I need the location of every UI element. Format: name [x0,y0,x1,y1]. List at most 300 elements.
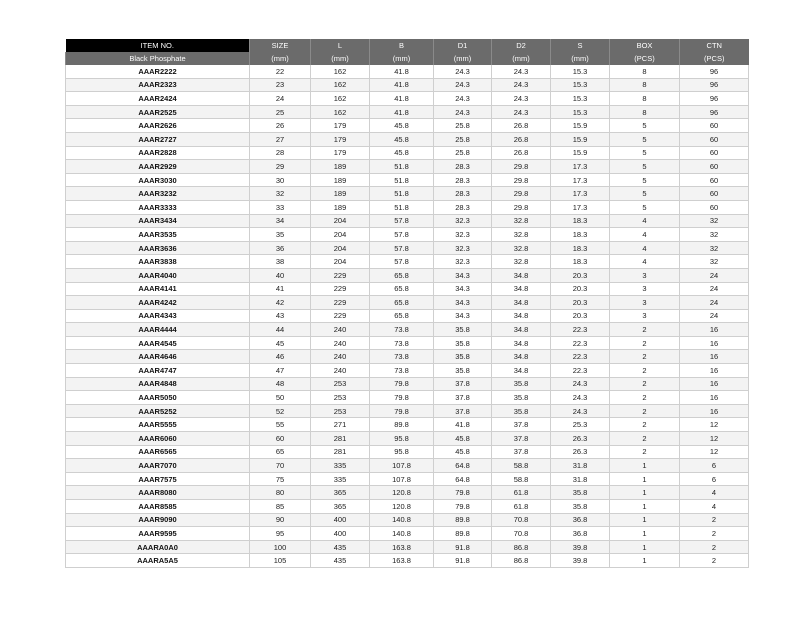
cell-d2: 32.8 [492,241,551,255]
table-header [66,39,749,65]
cell-ctn: 12 [680,445,749,459]
cell-d2: 24.3 [492,78,551,92]
cell-l: 189 [311,200,370,214]
cell-item-no: AAAR2626 [66,119,250,133]
cell-d1: 28.3 [434,160,492,174]
cell-b: 107.8 [370,472,434,486]
cell-size: 65 [250,445,311,459]
table-row [66,200,749,214]
table-row [66,336,749,350]
cell-box: 8 [610,78,680,92]
cell-b: 95.8 [370,445,434,459]
cell-s: 31.8 [551,472,610,486]
cell-s: 18.3 [551,214,610,228]
cell-size: 90 [250,513,311,527]
col-header-box: BOX [610,39,680,52]
unit-l: (mm) [311,52,370,65]
cell-d2: 70.8 [492,527,551,541]
units-row [66,52,749,65]
cell-l: 240 [311,364,370,378]
cell-item-no: AAAR9595 [66,527,250,541]
cell-d2: 34.8 [492,364,551,378]
cell-b: 41.8 [370,92,434,106]
cell-ctn: 60 [680,146,749,160]
cell-item-no: AAARA0A0 [66,540,250,554]
cell-d1: 32.3 [434,228,492,242]
cell-box: 4 [610,228,680,242]
cell-item-no: AAAR3030 [66,173,250,187]
cell-ctn: 60 [680,187,749,201]
cell-b: 65.8 [370,296,434,310]
cell-b: 51.8 [370,200,434,214]
cell-item-no: AAAR3838 [66,255,250,269]
col-header-ctn: CTN [680,39,749,52]
cell-l: 253 [311,377,370,391]
cell-ctn: 96 [680,105,749,119]
cell-b: 57.8 [370,228,434,242]
cell-d2: 58.8 [492,459,551,473]
cell-s: 22.3 [551,336,610,350]
cell-d1: 64.8 [434,472,492,486]
table-row [66,92,749,106]
cell-d1: 79.8 [434,486,492,500]
cell-l: 365 [311,486,370,500]
table-row [66,486,749,500]
cell-d2: 24.3 [492,105,551,119]
cell-l: 204 [311,241,370,255]
table-row [66,323,749,337]
cell-size: 46 [250,350,311,364]
cell-l: 400 [311,527,370,541]
finish-label: Black Phosphate [66,52,250,65]
table-row [66,255,749,269]
table-row [66,296,749,310]
col-header-b: B [370,39,434,52]
cell-item-no: AAAR3535 [66,228,250,242]
cell-l: 400 [311,513,370,527]
cell-s: 20.3 [551,296,610,310]
table-row [66,554,749,568]
cell-d2: 37.8 [492,432,551,446]
cell-ctn: 12 [680,418,749,432]
cell-size: 75 [250,472,311,486]
cell-size: 80 [250,486,311,500]
cell-b: 73.8 [370,323,434,337]
table-row [66,214,749,228]
col-header-s: S [551,39,610,52]
cell-d2: 26.8 [492,119,551,133]
cell-box: 3 [610,296,680,310]
cell-size: 60 [250,432,311,446]
cell-d1: 79.8 [434,500,492,514]
cell-l: 179 [311,119,370,133]
cell-d1: 24.3 [434,92,492,106]
cell-size: 85 [250,500,311,514]
cell-b: 120.8 [370,486,434,500]
cell-b: 51.8 [370,187,434,201]
cell-s: 39.8 [551,554,610,568]
cell-item-no: AAAR7575 [66,472,250,486]
cell-box: 5 [610,146,680,160]
header-row [66,39,749,52]
cell-item-no: AAAR2323 [66,78,250,92]
cell-ctn: 32 [680,241,749,255]
table-row [66,513,749,527]
cell-d1: 28.3 [434,187,492,201]
cell-ctn: 12 [680,432,749,446]
cell-item-no: AAAR9090 [66,513,250,527]
cell-b: 79.8 [370,404,434,418]
cell-box: 1 [610,472,680,486]
table-row [66,228,749,242]
cell-d2: 26.8 [492,146,551,160]
cell-b: 73.8 [370,336,434,350]
cell-l: 204 [311,228,370,242]
cell-d1: 37.8 [434,391,492,405]
cell-item-no: AAAR2525 [66,105,250,119]
table-row [66,173,749,187]
cell-l: 179 [311,146,370,160]
col-header-size: SIZE [250,39,311,52]
cell-item-no: AAAR2424 [66,92,250,106]
cell-s: 15.3 [551,92,610,106]
cell-s: 26.3 [551,445,610,459]
cell-s: 20.3 [551,282,610,296]
cell-b: 41.8 [370,65,434,78]
cell-s: 24.3 [551,377,610,391]
cell-l: 189 [311,160,370,174]
col-header-l: L [311,39,370,52]
cell-d2: 37.8 [492,418,551,432]
cell-item-no: AAARA5A5 [66,554,250,568]
table-row [66,241,749,255]
table-row [66,119,749,133]
cell-b: 73.8 [370,350,434,364]
cell-ctn: 2 [680,540,749,554]
cell-size: 34 [250,214,311,228]
cell-d2: 32.8 [492,255,551,269]
table-row [66,268,749,282]
cell-box: 8 [610,105,680,119]
cell-item-no: AAAR5555 [66,418,250,432]
cell-b: 65.8 [370,309,434,323]
cell-d1: 89.8 [434,513,492,527]
table-row [66,78,749,92]
cell-b: 57.8 [370,214,434,228]
cell-l: 435 [311,554,370,568]
table-row [66,309,749,323]
cell-s: 36.8 [551,527,610,541]
cell-size: 47 [250,364,311,378]
cell-s: 36.8 [551,513,610,527]
cell-s: 20.3 [551,309,610,323]
cell-b: 45.8 [370,146,434,160]
cell-s: 17.3 [551,160,610,174]
cell-d2: 34.8 [492,296,551,310]
cell-box: 8 [610,65,680,78]
cell-size: 38 [250,255,311,269]
col-header-item-no: ITEM NO. [66,39,250,52]
unit-ctn: (PCS) [680,52,749,65]
cell-size: 23 [250,78,311,92]
cell-b: 57.8 [370,255,434,269]
cell-d2: 32.8 [492,228,551,242]
cell-item-no: AAAR2222 [66,65,250,78]
cell-s: 26.3 [551,432,610,446]
cell-size: 36 [250,241,311,255]
cell-size: 43 [250,309,311,323]
cell-size: 42 [250,296,311,310]
cell-box: 1 [610,527,680,541]
cell-l: 253 [311,404,370,418]
cell-d2: 61.8 [492,486,551,500]
table-row [66,404,749,418]
unit-s: (mm) [551,52,610,65]
cell-ctn: 2 [680,554,749,568]
cell-l: 162 [311,105,370,119]
cell-box: 5 [610,173,680,187]
cell-d2: 34.8 [492,282,551,296]
cell-d2: 24.3 [492,65,551,78]
cell-item-no: AAAR8585 [66,500,250,514]
cell-l: 189 [311,187,370,201]
col-header-d1: D1 [434,39,492,52]
cell-box: 5 [610,160,680,174]
cell-d2: 34.8 [492,350,551,364]
cell-l: 189 [311,173,370,187]
cell-d2: 58.8 [492,472,551,486]
cell-box: 1 [610,500,680,514]
cell-d2: 24.3 [492,92,551,106]
cell-box: 2 [610,418,680,432]
cell-size: 32 [250,187,311,201]
table-row [66,364,749,378]
cell-ctn: 24 [680,282,749,296]
cell-size: 44 [250,323,311,337]
cell-size: 41 [250,282,311,296]
cell-d1: 34.3 [434,296,492,310]
cell-d1: 35.8 [434,350,492,364]
cell-size: 33 [250,200,311,214]
cell-l: 204 [311,214,370,228]
cell-s: 15.9 [551,119,610,133]
cell-d2: 29.8 [492,200,551,214]
cell-size: 95 [250,527,311,541]
cell-item-no: AAAR2727 [66,132,250,146]
cell-size: 55 [250,418,311,432]
cell-item-no: AAAR4545 [66,336,250,350]
cell-item-no: AAAR3636 [66,241,250,255]
cell-size: 24 [250,92,311,106]
cell-b: 79.8 [370,391,434,405]
cell-s: 17.3 [551,187,610,201]
cell-item-no: AAAR6060 [66,432,250,446]
cell-item-no: AAAR4747 [66,364,250,378]
cell-l: 229 [311,309,370,323]
cell-size: 70 [250,459,311,473]
table-row [66,65,749,78]
cell-size: 40 [250,268,311,282]
cell-s: 31.8 [551,459,610,473]
cell-b: 163.8 [370,540,434,554]
cell-item-no: AAAR4848 [66,377,250,391]
table-row [66,459,749,473]
cell-s: 18.3 [551,228,610,242]
cell-ctn: 4 [680,500,749,514]
cell-d1: 91.8 [434,540,492,554]
cell-box: 1 [610,554,680,568]
cell-item-no: AAAR2929 [66,160,250,174]
cell-ctn: 2 [680,527,749,541]
cell-size: 27 [250,132,311,146]
cell-b: 45.8 [370,132,434,146]
cell-d1: 45.8 [434,445,492,459]
cell-b: 57.8 [370,241,434,255]
cell-item-no: AAAR4444 [66,323,250,337]
table-row [66,527,749,541]
cell-item-no: AAAR4242 [66,296,250,310]
cell-ctn: 24 [680,268,749,282]
unit-b: (mm) [370,52,434,65]
table-row [66,377,749,391]
cell-box: 4 [610,255,680,269]
cell-size: 25 [250,105,311,119]
cell-size: 26 [250,119,311,133]
cell-ctn: 16 [680,377,749,391]
unit-d2: (mm) [492,52,551,65]
cell-item-no: AAAR5050 [66,391,250,405]
cell-size: 50 [250,391,311,405]
cell-ctn: 16 [680,391,749,405]
cell-box: 3 [610,309,680,323]
cell-ctn: 32 [680,214,749,228]
cell-s: 18.3 [551,241,610,255]
cell-ctn: 6 [680,459,749,473]
cell-size: 29 [250,160,311,174]
cell-d2: 34.8 [492,309,551,323]
cell-d2: 35.8 [492,391,551,405]
cell-d1: 25.8 [434,132,492,146]
cell-ctn: 96 [680,78,749,92]
cell-l: 204 [311,255,370,269]
cell-l: 240 [311,350,370,364]
cell-size: 28 [250,146,311,160]
cell-b: 120.8 [370,500,434,514]
cell-d1: 25.8 [434,119,492,133]
cell-s: 17.3 [551,173,610,187]
cell-ctn: 32 [680,255,749,269]
table-body [66,65,749,567]
cell-box: 1 [610,513,680,527]
cell-d2: 35.8 [492,377,551,391]
cell-d2: 29.8 [492,187,551,201]
unit-size: (mm) [250,52,311,65]
cell-b: 51.8 [370,160,434,174]
cell-box: 2 [610,391,680,405]
cell-item-no: AAAR4141 [66,282,250,296]
cell-d1: 24.3 [434,105,492,119]
cell-d2: 61.8 [492,500,551,514]
cell-ctn: 16 [680,336,749,350]
cell-d1: 41.8 [434,418,492,432]
cell-b: 79.8 [370,377,434,391]
cell-box: 1 [610,540,680,554]
unit-box: (PCS) [610,52,680,65]
cell-d1: 34.3 [434,309,492,323]
cell-l: 253 [311,391,370,405]
cell-ctn: 32 [680,228,749,242]
cell-d2: 34.8 [492,336,551,350]
cell-d1: 25.8 [434,146,492,160]
cell-size: 52 [250,404,311,418]
cell-item-no: AAAR4040 [66,268,250,282]
cell-item-no: AAAR3434 [66,214,250,228]
cell-b: 163.8 [370,554,434,568]
cell-l: 271 [311,418,370,432]
spec-table [65,39,749,568]
cell-ctn: 60 [680,173,749,187]
cell-d1: 34.3 [434,282,492,296]
cell-item-no: AAAR4343 [66,309,250,323]
cell-box: 5 [610,200,680,214]
cell-ctn: 16 [680,323,749,337]
cell-box: 4 [610,214,680,228]
cell-ctn: 4 [680,486,749,500]
cell-d2: 29.8 [492,160,551,174]
cell-l: 162 [311,92,370,106]
cell-d2: 32.8 [492,214,551,228]
cell-b: 51.8 [370,173,434,187]
cell-b: 95.8 [370,432,434,446]
cell-d2: 86.8 [492,554,551,568]
cell-b: 140.8 [370,513,434,527]
table-row [66,132,749,146]
cell-d1: 89.8 [434,527,492,541]
cell-s: 24.3 [551,391,610,405]
cell-l: 335 [311,472,370,486]
cell-d1: 91.8 [434,554,492,568]
col-header-d2: D2 [492,39,551,52]
cell-d1: 34.3 [434,268,492,282]
cell-l: 162 [311,65,370,78]
cell-box: 2 [610,323,680,337]
cell-item-no: AAAR3333 [66,200,250,214]
cell-size: 48 [250,377,311,391]
cell-d1: 32.3 [434,241,492,255]
cell-ctn: 6 [680,472,749,486]
cell-size: 105 [250,554,311,568]
cell-item-no: AAAR6565 [66,445,250,459]
cell-l: 281 [311,445,370,459]
cell-d2: 70.8 [492,513,551,527]
table-row [66,160,749,174]
cell-ctn: 60 [680,200,749,214]
cell-l: 162 [311,78,370,92]
cell-d1: 35.8 [434,323,492,337]
cell-b: 41.8 [370,78,434,92]
cell-box: 2 [610,404,680,418]
cell-b: 65.8 [370,268,434,282]
table-row [66,282,749,296]
cell-s: 15.9 [551,146,610,160]
cell-d1: 64.8 [434,459,492,473]
cell-s: 22.3 [551,350,610,364]
cell-d2: 35.8 [492,404,551,418]
cell-d2: 34.8 [492,268,551,282]
cell-ctn: 96 [680,65,749,78]
cell-d2: 34.8 [492,323,551,337]
cell-s: 20.3 [551,268,610,282]
